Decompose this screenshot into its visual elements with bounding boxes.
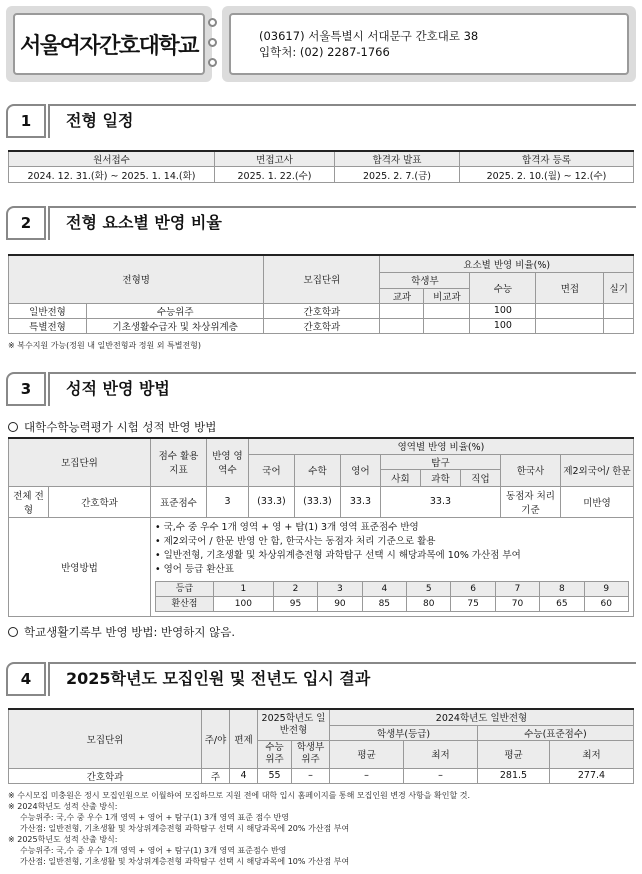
address: (03617) 서울특별시 서대문구 간호대로 38 bbox=[259, 29, 479, 43]
unit-cell: 간호학과 bbox=[264, 318, 380, 333]
header-history: 한국사 bbox=[500, 454, 560, 486]
header-avg: 평균 bbox=[478, 740, 550, 768]
grade-cell: 7 bbox=[495, 581, 539, 596]
result-notes bbox=[8, 790, 634, 867]
method-bullet: • 국,수 중 우수 1개 영역 + 영 + 탐(1) 3개 영역 표준점수 반영 bbox=[155, 521, 633, 535]
result-table bbox=[8, 708, 634, 784]
type-cell: 특별전형 bbox=[9, 318, 87, 333]
type-cell: 전체 전형 bbox=[9, 486, 49, 517]
record-avg-cell: – bbox=[330, 768, 404, 783]
ratio-note: ※ 복수지원 가능(정원 내 일반전형과 정원 외 특별전형) bbox=[8, 341, 202, 350]
method-row bbox=[9, 517, 634, 616]
binder-ring-icon bbox=[208, 38, 217, 47]
header-record: 학생부 bbox=[380, 272, 470, 288]
index-cell: 표준점수 bbox=[150, 486, 206, 517]
korean-cell: (33.3) bbox=[248, 486, 294, 517]
note-line: ※ 수시모집 미충원은 정시 모집인원으로 이월하여 모집하므로 지원 전에 대학 입시 홈페이지를 통해 모집인원 변경 사항을 확인할 것. bbox=[8, 791, 471, 800]
csat-focus-cell: 55 bbox=[258, 768, 292, 783]
score-cell: 90 bbox=[318, 596, 362, 611]
circle-bullet-icon bbox=[8, 627, 18, 637]
schedule-value: 2024. 12. 31.(화) ~ 2025. 1. 14.(화) bbox=[9, 167, 215, 183]
header-index: 점수 활용 지표 bbox=[150, 438, 206, 486]
school-record-text: 학교생활기록부 반영 방법: 반영하지 않음. bbox=[24, 625, 236, 639]
record-focus-cell: – bbox=[292, 768, 330, 783]
section-number: 2 bbox=[6, 206, 44, 240]
grade-cell: 6 bbox=[451, 581, 495, 596]
header-unit: 모집단위 bbox=[9, 709, 202, 768]
header-min: 최저 bbox=[550, 740, 634, 768]
section-4-header bbox=[6, 662, 636, 696]
section-title: 2025학년도 모집인원 및 전년도 입시 결과 bbox=[66, 669, 371, 688]
header-area: 영역별 반영 비율(%) bbox=[248, 438, 633, 454]
note-line: 수능위주: 국,수 중 우수 1개 영역 + 영어 + 탐구(1) 3개 영역 표준 점수 반영 bbox=[20, 813, 289, 822]
header-math: 수학 bbox=[294, 454, 340, 486]
score-table bbox=[8, 437, 634, 617]
table-row bbox=[9, 486, 634, 517]
phone: 입학처: (02) 2287-1766 bbox=[259, 45, 390, 59]
score-cell: 75 bbox=[451, 596, 495, 611]
transfer-cell: 4 bbox=[230, 768, 258, 783]
section-title: 전형 요소별 반영 비율 bbox=[66, 213, 222, 232]
section-1-header bbox=[6, 104, 636, 138]
record-min-cell: – bbox=[404, 768, 478, 783]
header-english: 영어 bbox=[340, 454, 380, 486]
schedule-header: 합격자 등록 bbox=[460, 151, 634, 167]
school-name: 서울여자간호대학교 bbox=[20, 33, 198, 59]
header-daynight: 주/야 bbox=[202, 709, 230, 768]
unit-cell: 간호학과 bbox=[9, 768, 202, 783]
english-grade-table bbox=[155, 581, 629, 612]
binder-ring-icon bbox=[208, 18, 217, 27]
daynight-cell: 주 bbox=[202, 768, 230, 783]
method-bullet: • 영어 등급 환산표 bbox=[155, 563, 633, 577]
header-csat: 수능 bbox=[470, 272, 536, 303]
section-title: 성적 반영 방법 bbox=[66, 379, 170, 398]
header-inquiry: 탐구 bbox=[380, 454, 500, 469]
schedule-table bbox=[8, 150, 634, 183]
csat-min-cell: 277.4 bbox=[550, 768, 634, 783]
grade-label: 등급 bbox=[155, 581, 213, 596]
header-min: 최저 bbox=[404, 740, 478, 768]
ratio-table bbox=[8, 254, 634, 334]
schedule-value: 2025. 1. 22.(수) bbox=[215, 167, 335, 183]
score-cell: 65 bbox=[540, 596, 584, 611]
schedule-header: 면접고사 bbox=[215, 151, 335, 167]
contact-box bbox=[222, 6, 636, 82]
csat-method-heading bbox=[8, 419, 216, 435]
inquiry-cell: 33.3 bbox=[380, 486, 500, 517]
unit-cell: 간호학과 bbox=[264, 303, 380, 318]
header-subject: 교과 bbox=[380, 288, 424, 303]
grade-cell: 5 bbox=[407, 581, 451, 596]
grade-cell: 9 bbox=[584, 581, 628, 596]
header-record-grade: 학생부(등급) bbox=[330, 725, 478, 740]
section-2-header bbox=[6, 206, 636, 240]
section-3-header bbox=[6, 372, 636, 406]
header-unit: 모집단위 bbox=[9, 438, 151, 486]
note-line: 가산점: 일반전형, 기초생활 및 차상위계층전형 과학탐구 선택 시 해당과목에 10% 가산점 부여 bbox=[20, 857, 350, 866]
method-bullet: • 제2외국어 / 한문 반영 안 함, 한국사는 동점자 처리 기준으로 활용 bbox=[155, 535, 633, 549]
english-cell: 33.3 bbox=[340, 486, 380, 517]
sub-cell: 수능위주 bbox=[87, 303, 264, 318]
unit-cell: 간호학과 bbox=[49, 486, 151, 517]
school-name-box bbox=[6, 6, 212, 82]
circle-bullet-icon bbox=[8, 422, 18, 432]
header-record-focus: 학생부 위주 bbox=[292, 740, 330, 768]
header-job: 직업 bbox=[460, 469, 500, 486]
header-transfer: 편제 bbox=[230, 709, 258, 768]
score-label: 환산점 bbox=[155, 596, 213, 611]
header-type: 전형명 bbox=[9, 255, 264, 303]
header-foreign: 제2외국어/ 한문 bbox=[560, 454, 633, 486]
section-number: 3 bbox=[6, 372, 44, 406]
header-science: 과학 bbox=[420, 469, 460, 486]
note-line: ※ 2025학년도 성적 산출 방식: bbox=[8, 835, 118, 844]
table-row bbox=[9, 318, 634, 333]
grade-cell: 8 bbox=[540, 581, 584, 596]
csat-avg-cell: 281.5 bbox=[478, 768, 550, 783]
header-ratio: 요소별 반영 비율(%) bbox=[380, 255, 634, 272]
note-line: 수능위주: 국,수 중 우수 1개 영역 + 영어 + 탐구(1) 3개 영역 표준점수 반영 bbox=[20, 846, 287, 855]
header-csat-focus: 수능 위주 bbox=[258, 740, 292, 768]
schedule-value: 2025. 2. 10.(월) ~ 12.(수) bbox=[460, 167, 634, 183]
sub-cell: 기초생활수급자 및 차상위계층 bbox=[87, 318, 264, 333]
header-practical: 실기 bbox=[604, 272, 634, 303]
heading-text: 대학수학능력평가 시험 성적 반영 방법 bbox=[24, 420, 217, 434]
header-social: 사회 bbox=[380, 469, 420, 486]
score-cell: 70 bbox=[495, 596, 539, 611]
history-cell: 동점자 처리기준 bbox=[500, 486, 560, 517]
type-cell: 일반전형 bbox=[9, 303, 87, 318]
method-content bbox=[150, 517, 633, 616]
foreign-cell: 미반영 bbox=[560, 486, 633, 517]
grade-cell: 4 bbox=[362, 581, 406, 596]
grade-cell: 1 bbox=[213, 581, 273, 596]
score-cell: 60 bbox=[584, 596, 628, 611]
schedule-header: 합격자 발표 bbox=[335, 151, 460, 167]
score-cell: 85 bbox=[362, 596, 406, 611]
school-record-note bbox=[8, 624, 235, 640]
header-nonsubject: 비교과 bbox=[424, 288, 470, 303]
csat-cell: 100 bbox=[470, 303, 536, 318]
schedule-header: 원서접수 bbox=[9, 151, 215, 167]
header-csat-score: 수능(표준점수) bbox=[478, 725, 634, 740]
note-line: 가산점: 일반전형, 기초생활 및 차상위계층전형 과학탐구 선택 시 해당과목에 20% 가산점 부여 bbox=[20, 824, 350, 833]
note-line: ※ 2024학년도 성적 산출 방식: bbox=[8, 802, 118, 811]
score-cell: 100 bbox=[213, 596, 273, 611]
count-cell: 3 bbox=[206, 486, 248, 517]
binder-ring-icon bbox=[208, 58, 217, 67]
header-avg: 평균 bbox=[330, 740, 404, 768]
csat-cell: 100 bbox=[470, 318, 536, 333]
grade-cell: 2 bbox=[273, 581, 317, 596]
section-title: 전형 일정 bbox=[66, 111, 134, 130]
score-cell: 80 bbox=[407, 596, 451, 611]
header-korean: 국어 bbox=[248, 454, 294, 486]
header-count: 반영 영역수 bbox=[206, 438, 248, 486]
section-number: 4 bbox=[6, 662, 44, 696]
math-cell: (33.3) bbox=[294, 486, 340, 517]
header-2024: 2024학년도 일반전형 bbox=[330, 709, 634, 725]
header-unit: 모집단위 bbox=[264, 255, 380, 303]
schedule-value: 2025. 2. 7.(금) bbox=[335, 167, 460, 183]
grade-cell: 3 bbox=[318, 581, 362, 596]
section-number: 1 bbox=[6, 104, 44, 138]
header-2025: 2025학년도 일반전형 bbox=[258, 709, 330, 740]
score-cell: 95 bbox=[273, 596, 317, 611]
header bbox=[6, 6, 636, 82]
method-bullet: • 일반전형, 기초생활 및 차상위계층전형 과학탐구 선택 시 해당과목에 10% 가산점 부여 bbox=[155, 549, 633, 563]
table-row bbox=[9, 303, 634, 318]
header-interview: 면접 bbox=[536, 272, 604, 303]
table-row bbox=[9, 768, 634, 783]
method-label: 반영방법 bbox=[9, 517, 151, 616]
